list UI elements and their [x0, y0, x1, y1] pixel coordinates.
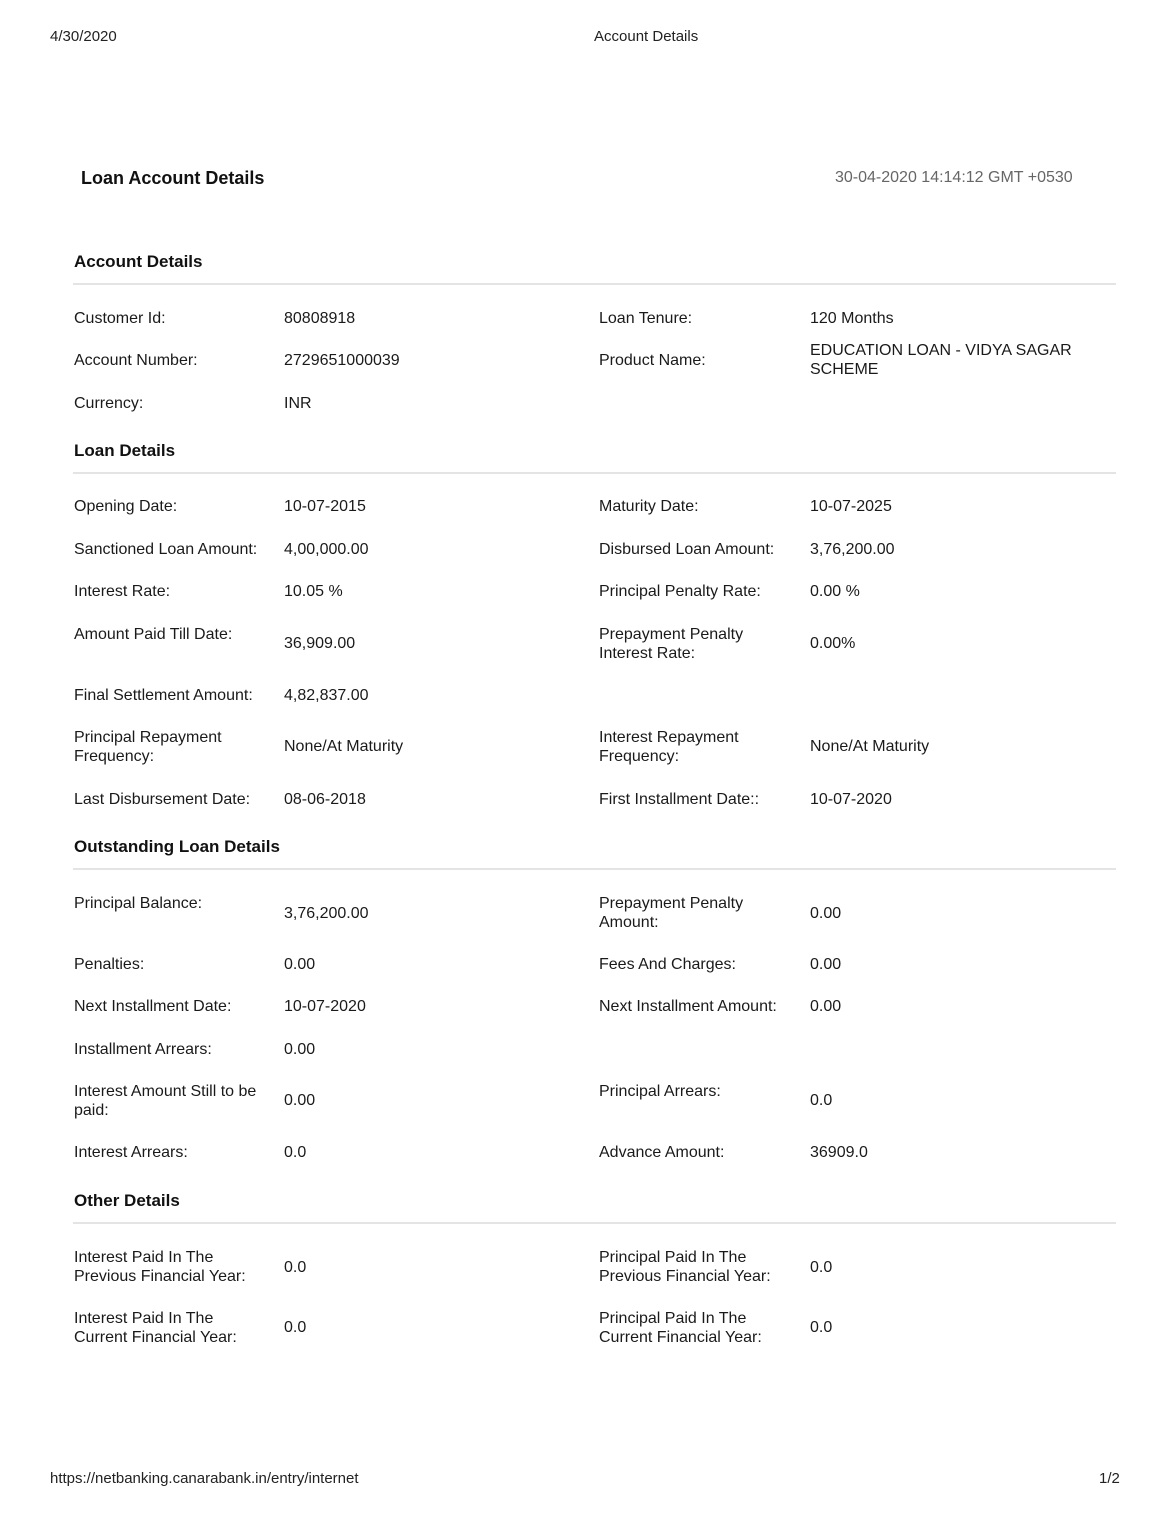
account-number-value: 2729651000039 — [284, 352, 400, 369]
interest-arrears-value: 0.0 — [284, 1144, 307, 1161]
loan-tenure-label: Loan Tenure: — [599, 310, 693, 327]
interest-paid-curr-fy-label: Interest Paid In The Current Financial Year: — [74, 1310, 237, 1346]
section-title-account-details: Account Details — [74, 252, 203, 271]
currency-label: Currency: — [74, 395, 144, 412]
sanctioned-amount-label: Sanctioned Loan Amount: — [74, 541, 258, 558]
next-installment-amount-value: 0.00 — [810, 998, 842, 1015]
principal-penalty-rate-value: 0.00 % — [810, 583, 860, 600]
interest-repayment-frequency-value: None/At Maturity — [810, 738, 930, 755]
print-title: Account Details — [594, 28, 699, 45]
principal-repayment-frequency-value: None/At Maturity — [284, 738, 404, 755]
principal-paid-prev-fy-label: Principal Paid In The Previous Financial Year: — [599, 1249, 771, 1285]
interest-paid-curr-fy-value: 0.0 — [284, 1319, 307, 1336]
maturity-date-label: Maturity Date: — [599, 498, 699, 515]
product-name-value: EDUCATION LOAN - VIDYA SAGAR SCHEME — [810, 342, 1072, 378]
prepayment-penalty-amount-label: Prepayment Penalty Amount: — [599, 895, 744, 931]
principal-paid-curr-fy-label: Principal Paid In The Current Financial Year: — [599, 1310, 762, 1346]
first-installment-date-value: 10-07-2020 — [810, 791, 892, 808]
currency-value: INR — [284, 395, 312, 412]
installment-arrears-value: 0.00 — [284, 1041, 316, 1058]
report-timestamp: 30-04-2020 14:14:12 GMT +0530 — [835, 169, 1073, 186]
opening-date-label: Opening Date: — [74, 498, 178, 515]
maturity-date-value: 10-07-2025 — [810, 498, 892, 515]
interest-paid-prev-fy-label: Interest Paid In The Previous Financial Year: — [74, 1249, 246, 1285]
print-date: 4/30/2020 — [50, 28, 117, 45]
account-number-label: Account Number: — [74, 352, 198, 369]
disbursed-amount-value: 3,76,200.00 — [810, 541, 895, 558]
first-installment-date-label: First Installment Date:: — [599, 791, 760, 808]
fees-and-charges-value: 0.00 — [810, 956, 842, 973]
section-divider — [73, 1222, 1116, 1224]
interest-paid-prev-fy-value: 0.0 — [284, 1259, 307, 1276]
section-divider — [73, 868, 1116, 870]
installment-arrears-label: Installment Arrears: — [74, 1041, 212, 1058]
prepayment-penalty-interest-rate-value: 0.00% — [810, 635, 856, 652]
principal-balance-value: 3,76,200.00 — [284, 905, 369, 922]
amount-paid-till-date-label: Amount Paid Till Date: — [74, 626, 233, 643]
principal-balance-label: Principal Balance: — [74, 895, 203, 912]
final-settlement-amount-value: 4,82,837.00 — [284, 687, 369, 704]
sanctioned-amount-value: 4,00,000.00 — [284, 541, 369, 558]
next-installment-amount-label: Next Installment Amount: — [599, 998, 777, 1015]
prepayment-penalty-amount-value: 0.00 — [810, 905, 842, 922]
customer-id-value: 80808918 — [284, 310, 356, 327]
next-installment-date-label: Next Installment Date: — [74, 998, 232, 1015]
last-disbursement-date-value: 08-06-2018 — [284, 791, 366, 808]
principal-arrears-value: 0.0 — [810, 1092, 833, 1109]
final-settlement-amount-label: Final Settlement Amount: — [74, 687, 253, 704]
page-title: Loan Account Details — [81, 168, 265, 188]
principal-paid-prev-fy-value: 0.0 — [810, 1259, 833, 1276]
footer-url: https://netbanking.canarabank.in/entry/internet — [50, 1470, 359, 1487]
principal-penalty-rate-label: Principal Penalty Rate: — [599, 583, 761, 600]
customer-id-label: Customer Id: — [74, 310, 166, 327]
interest-repayment-frequency-label: Interest Repayment Frequency: — [599, 729, 739, 765]
interest-still-to-be-paid-label: Interest Amount Still to be paid: — [74, 1083, 257, 1119]
principal-arrears-label: Principal Arrears: — [599, 1083, 721, 1100]
principal-paid-curr-fy-value: 0.0 — [810, 1319, 833, 1336]
section-title-outstanding-loan-details: Outstanding Loan Details — [74, 837, 280, 856]
interest-still-to-be-paid-value: 0.00 — [284, 1092, 316, 1109]
fees-and-charges-label: Fees And Charges: — [599, 956, 736, 973]
next-installment-date-value: 10-07-2020 — [284, 998, 366, 1015]
advance-amount-value: 36909.0 — [810, 1144, 868, 1161]
section-title-other-details: Other Details — [74, 1191, 180, 1210]
section-divider — [73, 472, 1116, 474]
product-name-label: Product Name: — [599, 352, 706, 369]
interest-rate-label: Interest Rate: — [74, 583, 171, 600]
advance-amount-label: Advance Amount: — [599, 1144, 725, 1161]
principal-repayment-frequency-label: Principal Repayment Frequency: — [74, 729, 222, 765]
disbursed-amount-label: Disbursed Loan Amount: — [599, 541, 775, 558]
penalties-value: 0.00 — [284, 956, 316, 973]
interest-rate-value: 10.05 % — [284, 583, 343, 600]
opening-date-value: 10-07-2015 — [284, 498, 366, 515]
section-title-loan-details: Loan Details — [74, 441, 176, 460]
amount-paid-till-date-value: 36,909.00 — [284, 635, 356, 652]
page-indicator: 1/2 — [1099, 1470, 1120, 1487]
last-disbursement-date-label: Last Disbursement Date: — [74, 791, 251, 808]
loan-tenure-value: 120 Months — [810, 310, 894, 327]
prepayment-penalty-interest-rate-label: Prepayment Penalty Interest Rate: — [599, 626, 744, 662]
interest-arrears-label: Interest Arrears: — [74, 1144, 188, 1161]
penalties-label: Penalties: — [74, 956, 145, 973]
section-divider — [73, 283, 1116, 285]
